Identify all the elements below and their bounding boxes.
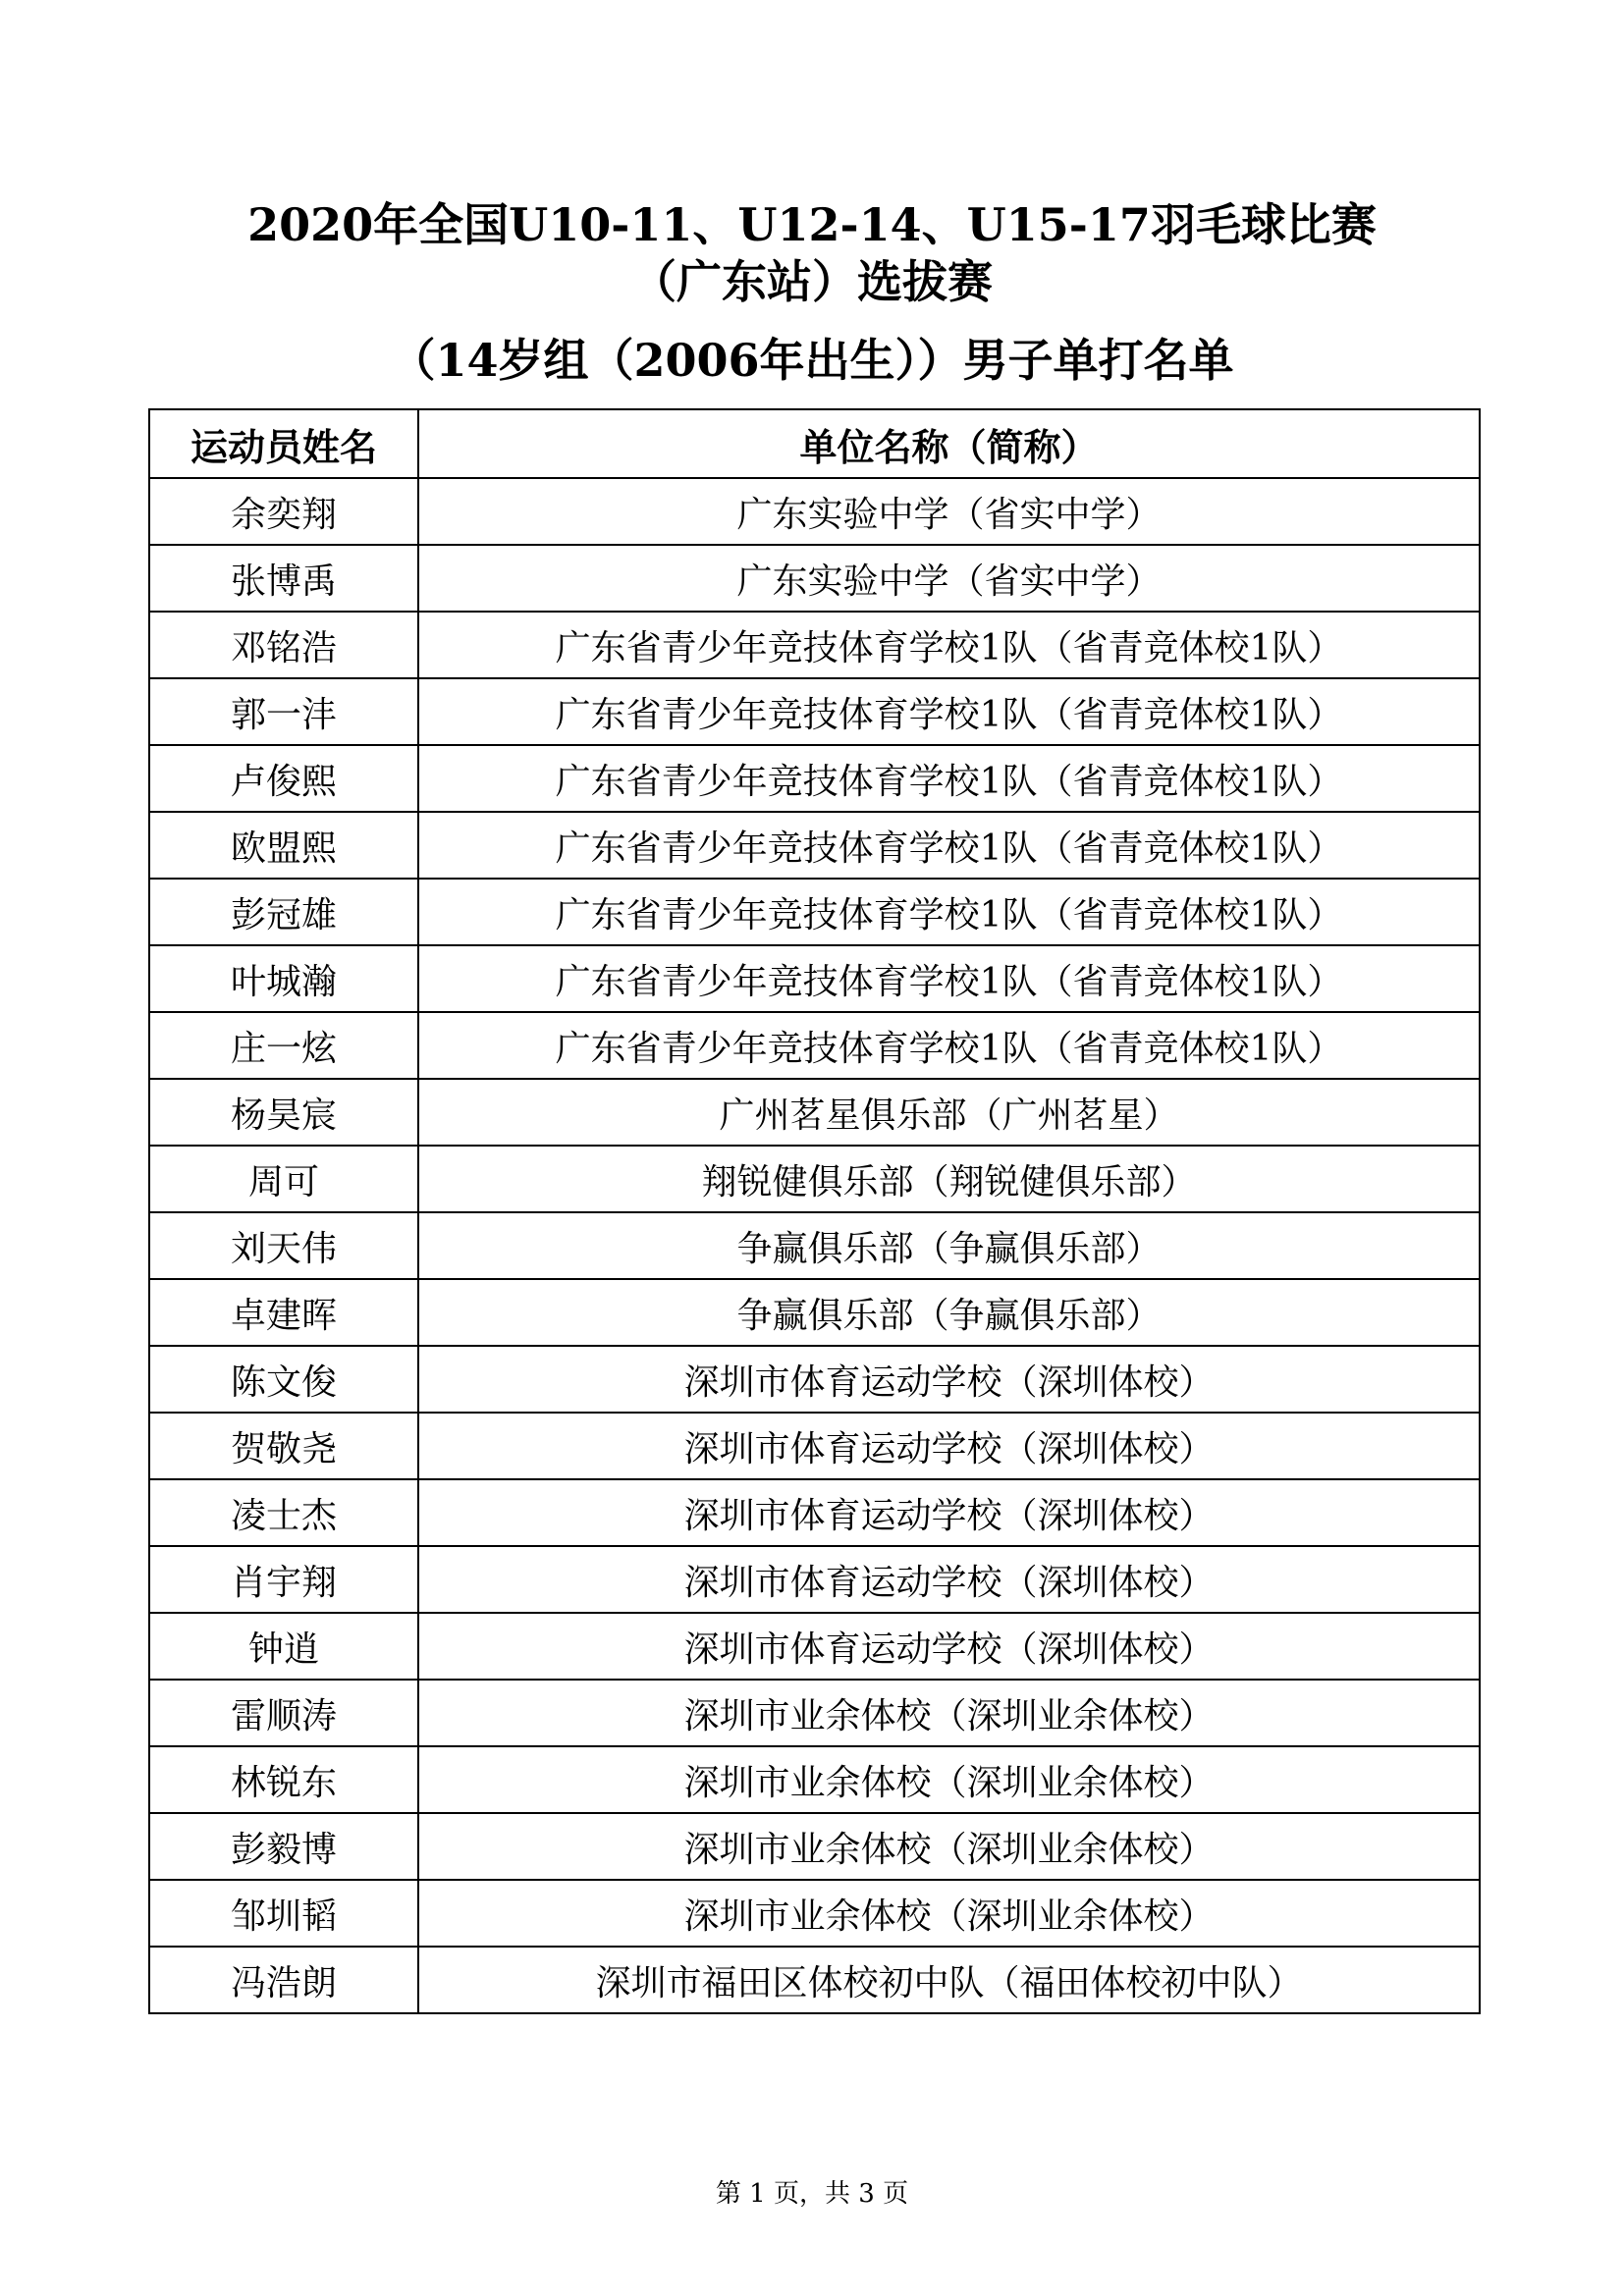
page-number: 第 1 页，共 3 页 — [715, 2179, 909, 2209]
table-row — [149, 678, 1480, 745]
table-row — [149, 1079, 1480, 1146]
table-row — [149, 1613, 1480, 1680]
title-line-3: （14岁组（2006年出生））男子单打名单 — [390, 334, 1234, 387]
athlete-name: 余奕翔 — [149, 478, 418, 545]
table-row — [149, 1813, 1480, 1880]
unit-name: 深圳市体育运动学校（深圳体校） — [418, 1546, 1480, 1613]
athlete-name: 庄一炫 — [149, 1012, 418, 1079]
unit-name: 深圳市体育运动学校（深圳体校） — [418, 1479, 1480, 1546]
table-row — [149, 1947, 1480, 2013]
athlete-name: 林锐东 — [149, 1746, 418, 1813]
unit-name: 深圳市业余体校（深圳业余体校） — [418, 1813, 1480, 1880]
table-header-row — [149, 409, 1480, 478]
header-unit-name: 单位名称（简称） — [418, 409, 1480, 478]
athlete-name: 彭冠雄 — [149, 879, 418, 945]
table-row — [149, 1146, 1480, 1212]
athlete-name: 郭一沣 — [149, 678, 418, 745]
athlete-name: 凌士杰 — [149, 1479, 418, 1546]
athlete-name: 贺敬尧 — [149, 1413, 418, 1479]
athlete-name: 彭毅博 — [149, 1813, 418, 1880]
document-title — [0, 196, 1624, 389]
athlete-name: 卓建晖 — [149, 1279, 418, 1346]
table-row — [149, 1012, 1480, 1079]
athlete-name: 肖宇翔 — [149, 1546, 418, 1613]
table-row — [149, 1212, 1480, 1279]
table-body — [149, 478, 1480, 2013]
athlete-name: 邓铭浩 — [149, 612, 418, 678]
athlete-name: 刘天伟 — [149, 1212, 418, 1279]
table-row — [149, 478, 1480, 545]
athlete-name: 陈文俊 — [149, 1346, 418, 1413]
table-row — [149, 1546, 1480, 1613]
unit-name: 深圳市体育运动学校（深圳体校） — [418, 1413, 1480, 1479]
table-row — [149, 545, 1480, 612]
unit-name: 争赢俱乐部（争赢俱乐部） — [418, 1212, 1480, 1279]
unit-name: 广东省青少年竞技体育学校1队（省青竞体校1队） — [418, 879, 1480, 945]
athlete-name: 卢俊熙 — [149, 745, 418, 812]
athlete-name: 雷顺涛 — [149, 1680, 418, 1746]
title-line-2: （广东站）选拔赛 — [631, 255, 993, 308]
table-row — [149, 745, 1480, 812]
unit-name: 广东省青少年竞技体育学校1队（省青竞体校1队） — [418, 945, 1480, 1012]
athlete-name: 邹圳韬 — [149, 1880, 418, 1947]
unit-name: 广东省青少年竞技体育学校1队（省青竞体校1队） — [418, 612, 1480, 678]
athlete-name: 杨昊宸 — [149, 1079, 418, 1146]
unit-name: 深圳市业余体校（深圳业余体校） — [418, 1746, 1480, 1813]
unit-name: 广东省青少年竞技体育学校1队（省青竞体校1队） — [418, 812, 1480, 879]
athlete-name: 冯浩朗 — [149, 1947, 418, 2013]
unit-name: 广东实验中学（省实中学） — [418, 545, 1480, 612]
unit-name: 争赢俱乐部（争赢俱乐部） — [418, 1279, 1480, 1346]
table-row — [149, 1346, 1480, 1413]
unit-name: 深圳市体育运动学校（深圳体校） — [418, 1346, 1480, 1413]
unit-name: 广东实验中学（省实中学） — [418, 478, 1480, 545]
athlete-name: 周可 — [149, 1146, 418, 1212]
unit-name: 广东省青少年竞技体育学校1队（省青竞体校1队） — [418, 678, 1480, 745]
athlete-name: 张博禹 — [149, 545, 418, 612]
unit-name: 广东省青少年竞技体育学校1队（省青竞体校1队） — [418, 1012, 1480, 1079]
unit-name: 深圳市福田区体校初中队（福田体校初中队） — [418, 1947, 1480, 2013]
table-row — [149, 1680, 1480, 1746]
table-row — [149, 1413, 1480, 1479]
athlete-name: 欧盟熙 — [149, 812, 418, 879]
athlete-name: 钟逍 — [149, 1613, 418, 1680]
unit-name: 深圳市业余体校（深圳业余体校） — [418, 1680, 1480, 1746]
title-line-1: 2020年全国U10-11、U12-14、U15-17羽毛球比赛 — [247, 198, 1377, 251]
table-row — [149, 945, 1480, 1012]
table-row — [149, 1746, 1480, 1813]
header-athlete-name: 运动员姓名 — [149, 409, 418, 478]
unit-name: 深圳市体育运动学校（深圳体校） — [418, 1613, 1480, 1680]
table-row — [149, 1279, 1480, 1346]
unit-name: 深圳市业余体校（深圳业余体校） — [418, 1880, 1480, 1947]
table-row — [149, 812, 1480, 879]
unit-name: 广州茗星俱乐部（广州茗星） — [418, 1079, 1480, 1146]
table-row — [149, 612, 1480, 678]
table-row — [149, 879, 1480, 945]
table-row — [149, 1880, 1480, 1947]
athlete-name: 叶城瀚 — [149, 945, 418, 1012]
athlete-table — [148, 408, 1481, 2014]
unit-name: 广东省青少年竞技体育学校1队（省青竞体校1队） — [418, 745, 1480, 812]
unit-name: 翔锐健俱乐部（翔锐健俱乐部） — [418, 1146, 1480, 1212]
table-row — [149, 1479, 1480, 1546]
